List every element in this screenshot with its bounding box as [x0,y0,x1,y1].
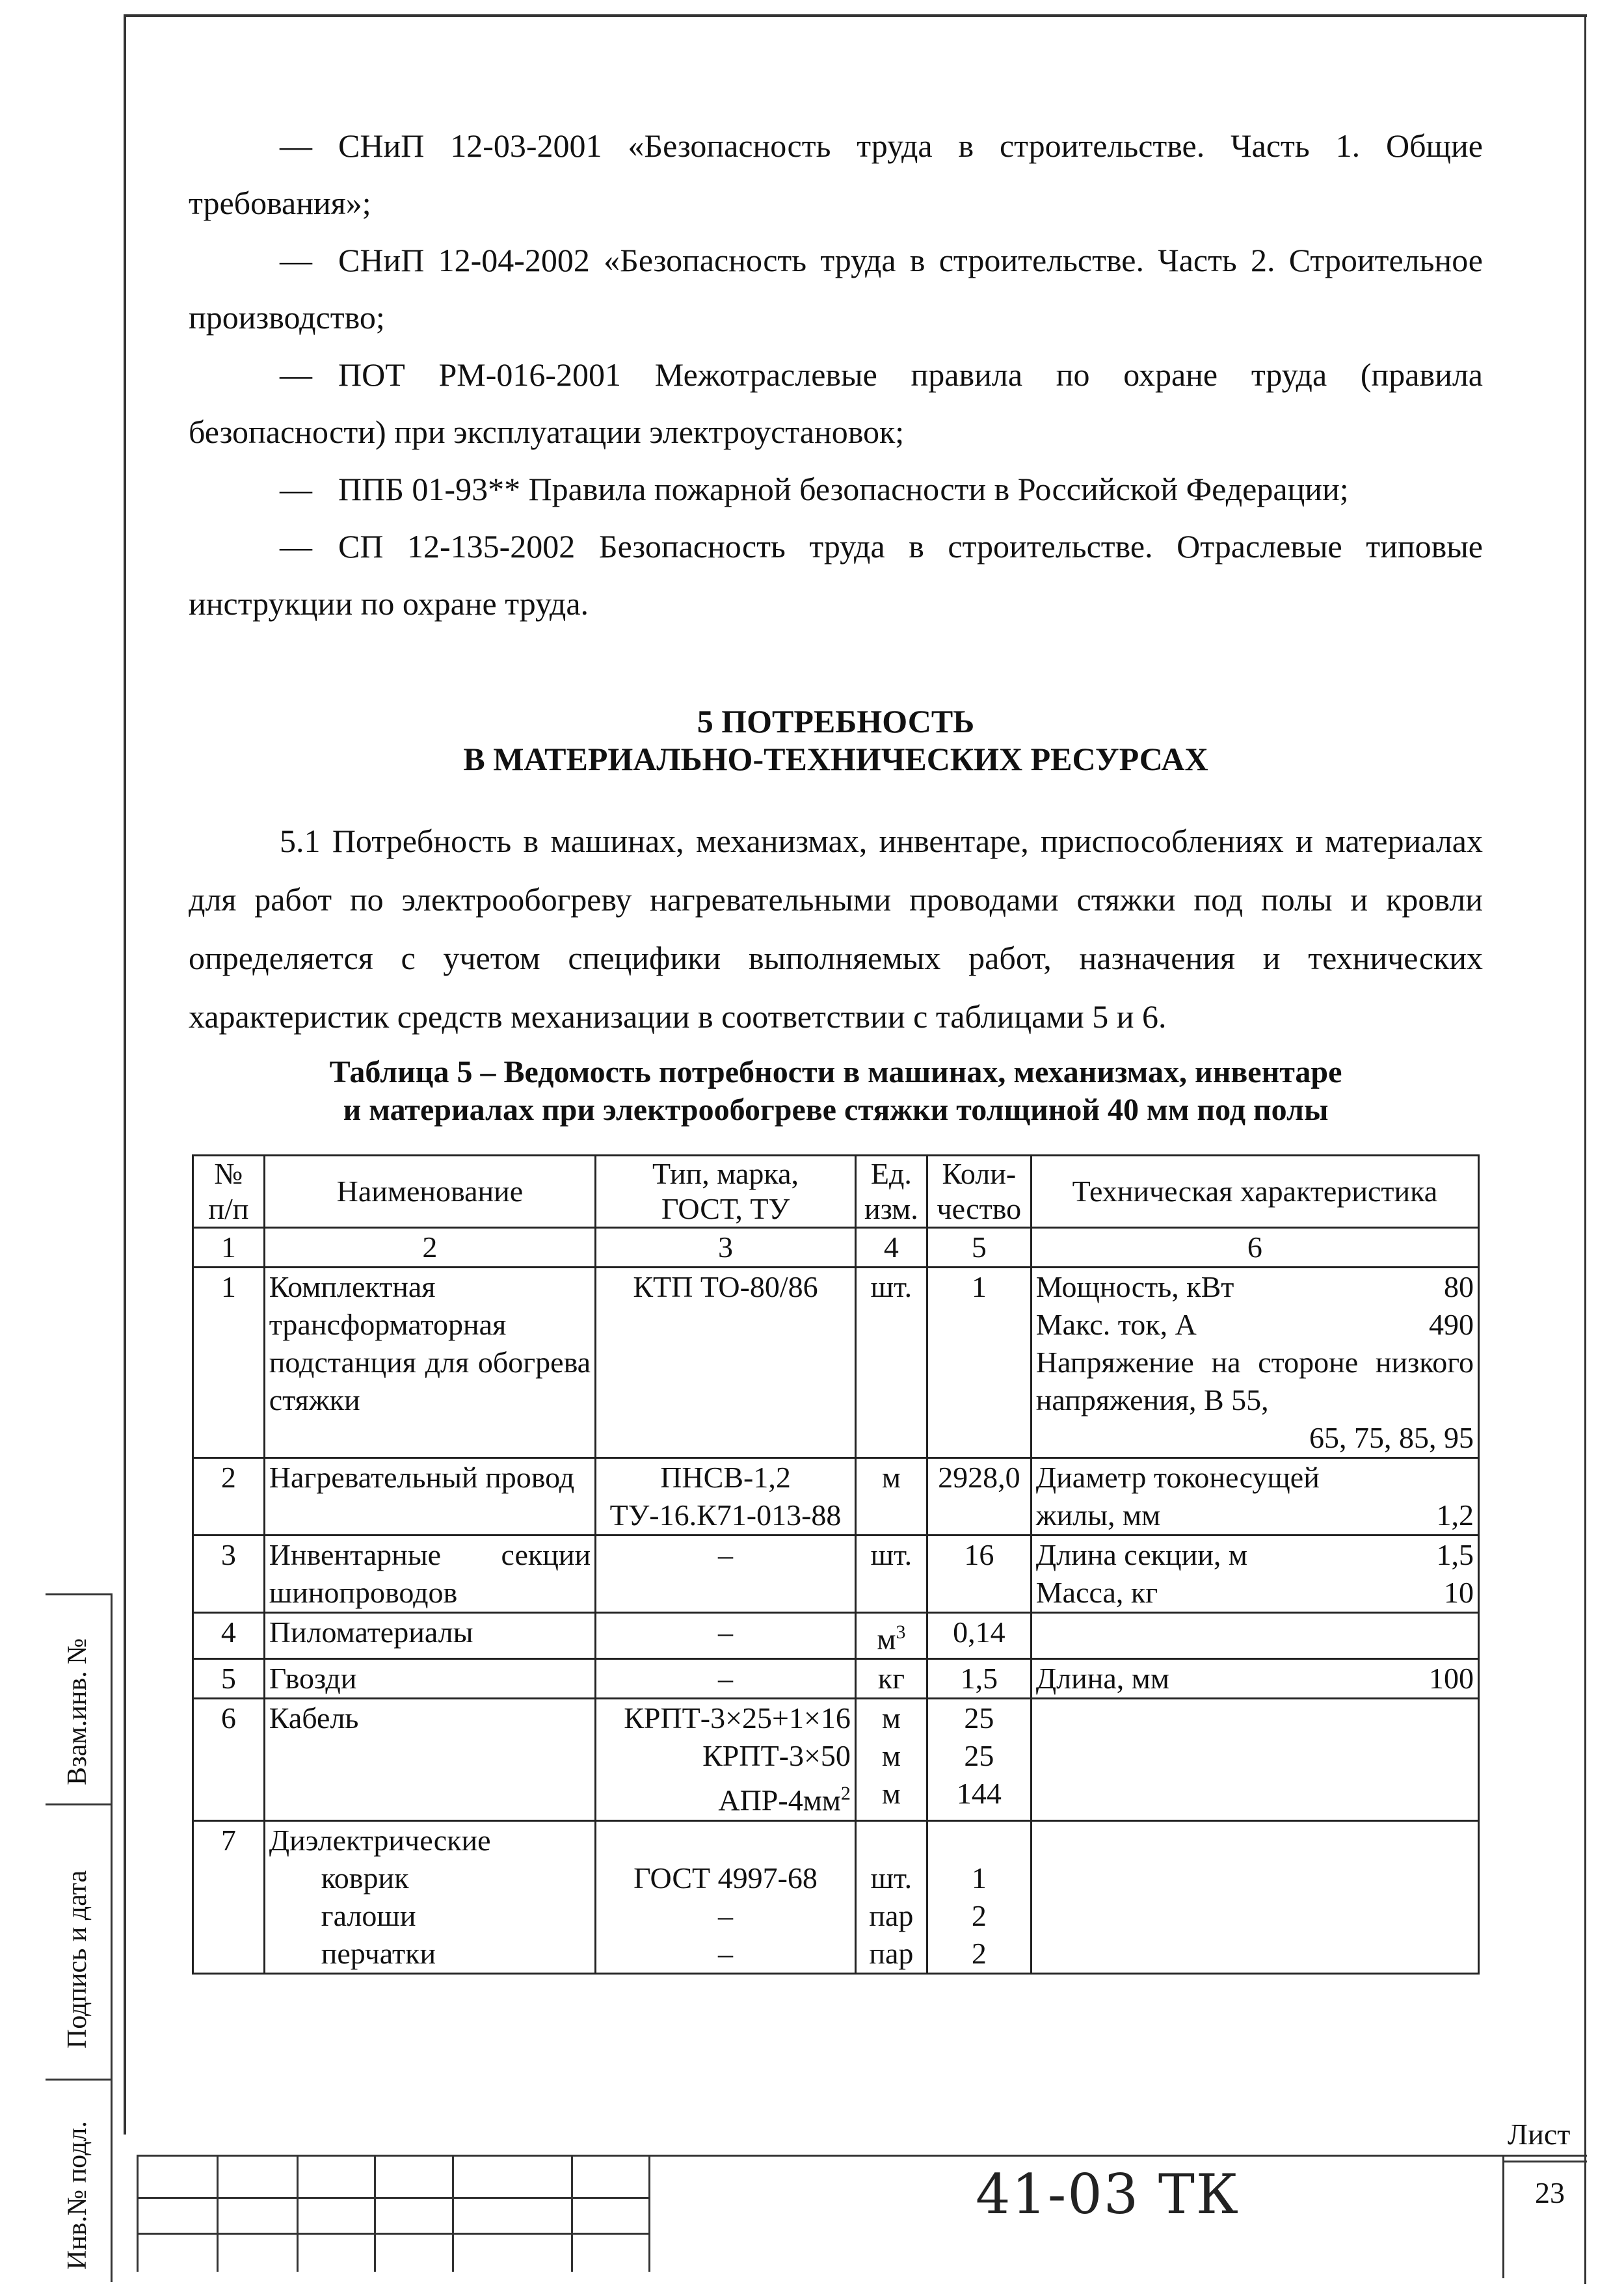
row-type: – [596,1613,856,1659]
row-type: ПНСВ-1,2 ТУ-16.К71-013-88 [596,1458,856,1536]
list-item-text: СП 12-135-2002 Безопасность труда в строительстве. Отраслевые типовые инструкции по охране труда. [189,528,1483,622]
table-row [193,1613,1479,1659]
list-item [189,117,1483,232]
list-dash: — [280,471,312,507]
list-item-text: ПОТ РМ-016-2001 Межотраслевые правила по охране труда (правила безопасности) при эксплуатации электроустановок; [189,356,1483,450]
row-num: 4 [193,1613,265,1659]
col-number: 2 [264,1228,595,1268]
row-unit: шт. [855,1268,927,1458]
sheet-number: 23 [1535,2176,1565,2209]
row-name: Диэлектрические коврик галоши перчатки [264,1820,595,1973]
frame-top-border [124,14,1587,17]
list-dash: — [280,242,312,278]
frame-left-border [124,14,126,2135]
table-caption-line2: и материалах при электрообогреве стяжки толщиной 40 мм под полы [343,1093,1329,1127]
row-type: ГОСТ 4997-68 – – [596,1820,856,1973]
row-name: Комплектная трансформаторная подстанция для обогрева стяжки [264,1268,595,1458]
table-row [193,1458,1479,1536]
col-number: 6 [1031,1228,1478,1268]
row-qty: 2928,0 [927,1458,1031,1536]
row-type: КТП ТО-80/86 [596,1268,856,1458]
row-unit: м [855,1458,927,1536]
row-num: 2 [193,1458,265,1536]
list-item [189,460,1483,518]
table-caption-line1: Таблица 5 – Ведомость потребности в машинах, механизмах, инвентаре [329,1055,1342,1089]
row-tech: Длина секции, м 1,5 Масса, кг 10 [1031,1536,1478,1613]
row-name: Инвентарные секции шинопроводов [264,1536,595,1613]
row-unit: м м м [855,1699,927,1820]
row-type: – [596,1536,856,1613]
side-label-inv: Инв.№ подл. [62,2121,92,2270]
list-dash: — [280,356,312,393]
header-num: № п/п [193,1156,265,1228]
table-row [193,1820,1479,1973]
list-item-text: СНиП 12-04-2002 «Безопасность труда в строительстве. Часть 2. Строительное производство; [189,242,1483,336]
frame-right-border [1584,14,1586,2284]
row-qty: 25 25 144 [927,1699,1031,1820]
list-item-text: ППБ 01-93** Правила пожарной безопасности в Российской Федерации; [338,471,1349,507]
row-name: Нагревательный провод [264,1458,595,1536]
row-unit: шт. пар пар [855,1820,927,1973]
list-item-text: СНиП 12-03-2001 «Безопасность труда в строительстве. Часть 1. Общие требования»; [189,127,1483,221]
sheet-label: Лист [1508,2118,1571,2151]
row-name: Пиломатериалы [264,1613,595,1659]
header-qty: Коли- чество [927,1156,1031,1228]
list-item [189,346,1483,460]
row-name: Гвозди [264,1659,595,1699]
row-unit: кг [855,1659,927,1699]
section-paragraph: 5.1 Потребность в машинах, механизмах, инвентаре, приспособлениях и материалах для работ по электрообогреву нагревательными проводами стяжки под полы и кровли определяется с учетом специфики выполняемых работ, назначения и технических характеристик средств механизации в соответствии с таблицами 5 и 6. [189,823,1483,1035]
header-name: Наименование [264,1156,595,1228]
row-tech: Длина, мм 100 [1031,1659,1478,1699]
col-number: 1 [193,1228,265,1268]
side-label-podpis: Подпись и дата [62,1870,92,2049]
section-title-line2: В МАТЕРИАЛЬНО-ТЕХНИЧЕСКИХ РЕСУРСАХ [463,741,1208,777]
document-code: 41-03 ТК [976,2162,1240,2226]
column-number-row [193,1228,1479,1268]
table-row [193,1268,1479,1458]
col-number: 4 [855,1228,927,1268]
row-qty: 1 2 2 [927,1820,1031,1973]
col-number: 5 [927,1228,1031,1268]
table-row [193,1699,1479,1820]
section-title-line1: 5 ПОТРЕБНОСТЬ [697,703,975,739]
section-title [189,702,1483,778]
list-dash: — [280,528,312,565]
table-row [193,1536,1479,1613]
row-num: 5 [193,1659,265,1699]
col-number: 3 [596,1228,856,1268]
table-caption [189,1054,1483,1129]
row-qty: 0,14 [927,1613,1031,1659]
side-label-vzam: Взам.инв. № [62,1638,92,1785]
header-unit: Ед. изм. [855,1156,927,1228]
row-qty: 1,5 [927,1659,1031,1699]
row-qty: 16 [927,1536,1031,1613]
row-unit: $м^3$ [855,1613,927,1659]
requirements-table [192,1154,1480,1975]
table-header-row [193,1156,1479,1228]
row-tech [1031,1613,1478,1659]
list-item [189,232,1483,346]
header-tech: Техническая характеристика [1031,1156,1478,1228]
row-tech [1031,1820,1478,1973]
row-name: Кабель [264,1699,595,1820]
row-num: 3 [193,1536,265,1613]
row-num: 1 [193,1268,265,1458]
row-unit: шт. [855,1536,927,1613]
list-dash: — [280,127,312,164]
row-tech [1031,1699,1478,1820]
row-type: – [596,1659,856,1699]
intro-list [189,117,1483,632]
table-row [193,1659,1479,1699]
row-type: КРПТ-3×25+1×16 КРПТ-3×50 АПР-$4мм^2$ [596,1699,856,1820]
row-tech: Диаметр токонесущей жилы, мм 1,2 [1031,1458,1478,1536]
row-num: 7 [193,1820,265,1973]
list-item [189,518,1483,632]
row-num: 6 [193,1699,265,1820]
row-qty: 1 [927,1268,1031,1458]
header-type: Тип, марка, ГОСТ, ТУ [596,1156,856,1228]
row-tech: Мощность, кВт 80 Макс. ток, А 490 Напряжение на стороне низкого напряжения, В 55, 65, 75, 85, 95 [1031,1268,1478,1458]
